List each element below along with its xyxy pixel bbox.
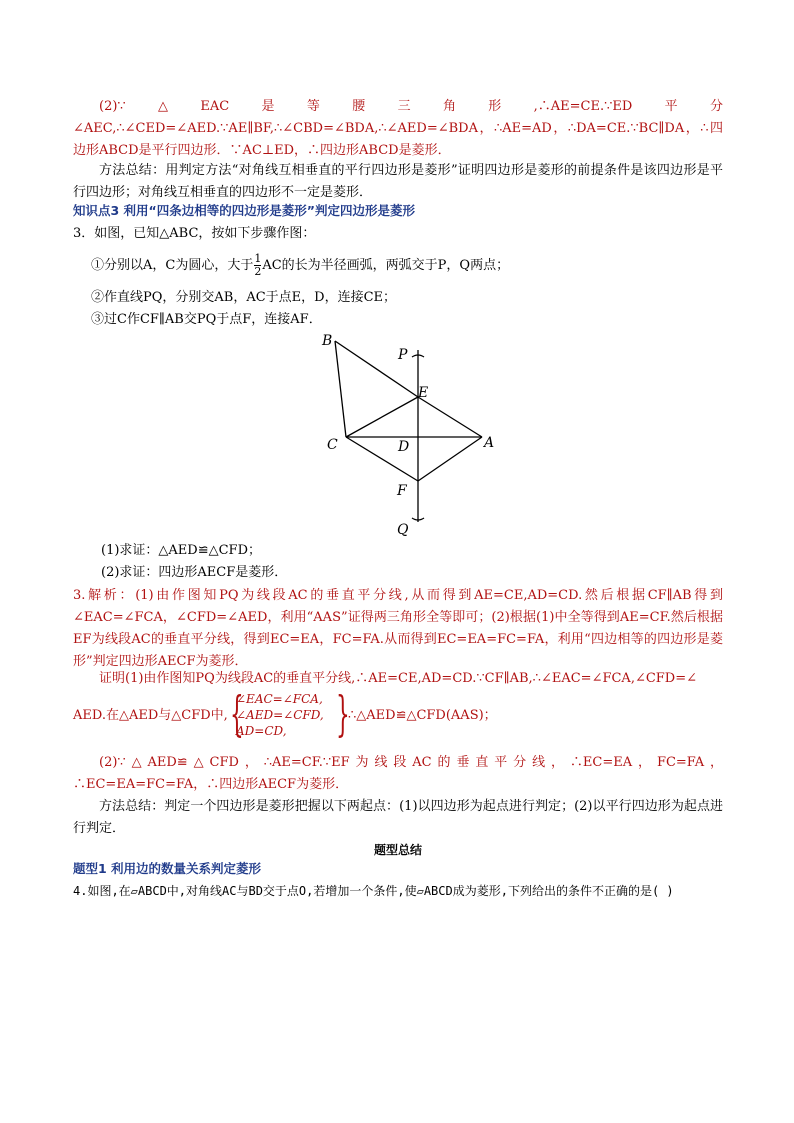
condition-3: AD=CD, xyxy=(236,724,287,738)
segment-CE xyxy=(346,397,418,437)
ask-1: (1)求证：△AED≌△CFD； xyxy=(101,543,261,558)
analysis-paragraph: 3.解析：(1)由作图知PQ为线段AC的垂直平分线,从而得到AE=CE,AD=CD.然后根据CF∥AB得到∠EAC=∠FCA，∠CFD=∠AED，利用“AAS”证得两三角形全等即可；(2)根据(1)中全等得到AE=CF.然后根据EF为线段AC的垂直平分线，得到EC=EA，FC=FA.从而得到EC=EA=FC=FA，利用“四边相等的四边形是菱形”判定四边形AECF为菱形． xyxy=(73,588,723,669)
proof-part1-line1: 证明(1)由作图知PQ为线段AC的垂直平分线,∴AE=CE,AD=CD.∵CF∥AB,∴∠EAC=∠FCA,∠CFD=∠ xyxy=(99,671,698,686)
step-2: ②作直线PQ，分别交AB，AC于点E，D，连接CE； xyxy=(91,290,397,305)
label-A: A xyxy=(484,435,495,451)
segment-FA xyxy=(418,437,482,481)
label-E: E xyxy=(418,385,429,401)
label-B: B xyxy=(322,333,333,349)
condition-1: ∠EAC=∠FCA, xyxy=(236,692,323,706)
step-1-suffix: AC的长为半径画弧，两弧交于P，Q两点； xyxy=(262,258,510,273)
question-type-1-heading: 题型1 利用边的数量关系判定菱形 xyxy=(73,861,262,876)
step-3: ③过C作CF∥AB交PQ于点F，连接AF． xyxy=(91,312,322,327)
label-Q: Q xyxy=(397,522,409,538)
method-summary-2: 方法总结：判定一个四边形是菱形把握以下两起点：(1)以四边形为起点进行判定；(2)以平行四边形为起点进行判定． xyxy=(73,799,723,836)
system-right-brace: } xyxy=(336,686,350,742)
question-3-stem: 3．如图，已知△ABC，按如下步骤作图： xyxy=(73,226,316,241)
condition-2: ∠AED=∠CFD, xyxy=(236,708,324,722)
label-D: D xyxy=(398,439,410,455)
congruence-conditions xyxy=(236,691,346,739)
system-left-brace: { xyxy=(230,686,244,742)
ask-2: (2)求证：四边形AECF是菱形． xyxy=(101,565,288,580)
section-title: 题型总结 xyxy=(373,843,422,857)
segment-EA xyxy=(418,397,482,437)
knowledge-point-3-heading: 知识点3 利用“四条边相等的四边形是菱形”判定四边形是菱形 xyxy=(73,203,415,218)
proof-part1-conclusion: ∴△AED≌△CFD(AAS)； xyxy=(348,708,497,723)
label-P: P xyxy=(398,347,408,363)
solution-part2-paragraph: (2)∵△EAC是等腰三角形,∴AE=CE.∵ED平分∠AEC,∴∠CED=∠AED.∵AE∥BF,∴∠CBD=∠BDA,∴∠AED=∠BDA，∴AE=AD，∴DA=CE.∵BC∥DA，∴四边形ABCD是平行四边形．∵AC⊥ED，∴四边形ABCD是菱形． xyxy=(73,99,723,158)
label-C: C xyxy=(327,437,338,453)
proof-part2: (2)∵△AED≌△CFD，∴AE=CF.∵EF为线段AC的垂直平分线，∴EC=EA，FC=FA，∴EC=EA=FC=FA，∴四边形AECF为菱形． xyxy=(73,755,723,792)
fraction-numerator: 1 xyxy=(254,252,262,265)
fraction-denominator: 2 xyxy=(254,265,262,278)
method-summary-1: 方法总结：用判定方法“对角线互相垂直的平行四边形是菱形”证明四边形是菱形的前提条件是该四边形是平行四边形；对角线互相垂直的四边形不一定是菱形． xyxy=(73,163,723,200)
question-4-stem: 4.如图,在▱ABCD中,对角线AC与BD交于点O,若增加一个条件,使▱ABCD成为菱形,下列给出的条件不正确的是( ) xyxy=(73,884,674,898)
segment-BC xyxy=(335,341,346,437)
step-1-prefix: ①分别以A，C为圆心，大于 xyxy=(91,258,254,273)
proof-part1-line2: AED.在△AED与△CFD中, xyxy=(73,708,228,723)
label-F: F xyxy=(397,483,407,499)
